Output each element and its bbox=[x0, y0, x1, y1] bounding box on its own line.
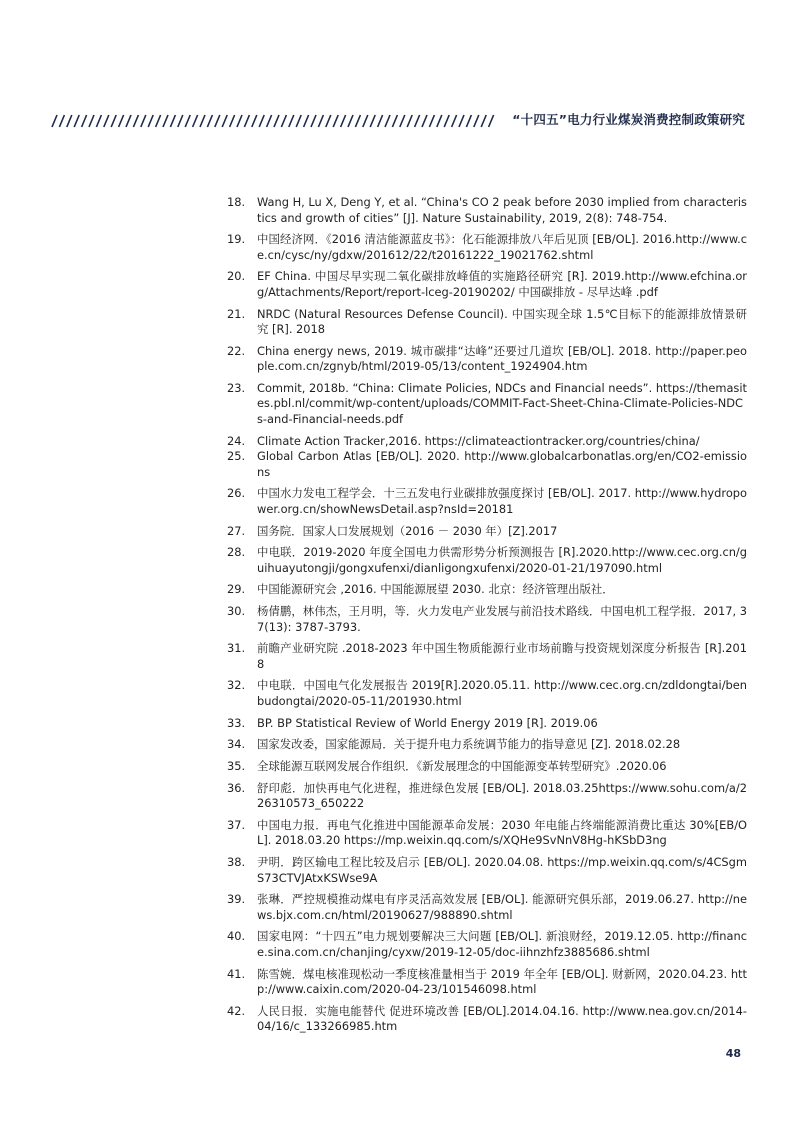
reference-item bbox=[227, 232, 747, 263]
reference-text: 前瞻产业研究院 .2018-2023 年中国生物质能源行业市场前瞻与投资规划深度分析报告 [R].2018 bbox=[257, 641, 747, 671]
reference-text: EF China. 中国尽早实现二氧化碳排放峰值的实施路径研究 [R]. 2019.http://www.efchina.org/Attachments/Report/report-lceg-20190202/ 中国碳排放 - 尽早达峰 .pdf bbox=[257, 269, 747, 299]
reference-item bbox=[227, 545, 747, 576]
header-stripe bbox=[178, 115, 183, 127]
reference-number: 19. bbox=[227, 232, 246, 247]
header-stripe bbox=[474, 115, 479, 127]
header-stripe bbox=[222, 115, 227, 127]
reference-text: BP. BP Statistical Review of World Energy 2019 [R]. 2019.06 bbox=[257, 715, 598, 730]
reference-item bbox=[227, 449, 747, 480]
reference-number: 24. bbox=[227, 433, 246, 448]
header-decorative-stripes bbox=[48, 113, 498, 129]
reference-number: 32. bbox=[227, 678, 246, 693]
running-header-title: “十四五”电力行业煤炭消费控制政策研究 bbox=[512, 112, 745, 127]
reference-item bbox=[227, 344, 747, 375]
reference-text: 中国电力报．再电气化推进中国能源革命发展：2030 年电能占终端能源消费比重达 30%[EB/OL]. 2018.03.20 https://mp.weixin.qq.com/s/XQHe9SvNnV8Hg-hKSbD3ng bbox=[257, 817, 747, 848]
reference-item bbox=[227, 604, 747, 635]
header-stripe bbox=[422, 115, 427, 127]
header-stripe bbox=[163, 115, 168, 127]
header-stripe bbox=[481, 115, 486, 127]
reference-number: 38. bbox=[227, 855, 246, 870]
header-stripe bbox=[244, 115, 249, 127]
header-stripe bbox=[267, 115, 272, 127]
reference-number: 30. bbox=[227, 604, 246, 619]
reference-item bbox=[227, 716, 747, 732]
header-stripe bbox=[52, 115, 57, 127]
reference-number: 21. bbox=[227, 306, 246, 321]
reference-item bbox=[227, 307, 747, 338]
reference-list bbox=[227, 195, 747, 1041]
header-stripe bbox=[156, 115, 161, 127]
header-stripe bbox=[304, 115, 309, 127]
reference-item bbox=[227, 434, 747, 450]
header-stripe bbox=[89, 115, 94, 127]
reference-item bbox=[227, 678, 747, 709]
reference-item bbox=[227, 759, 747, 775]
header-stripe bbox=[489, 115, 494, 127]
reference-number: 40. bbox=[227, 929, 246, 944]
reference-number: 33. bbox=[227, 715, 246, 730]
reference-text: 国家发改委，国家能源局．关于提升电力系统调节能力的指导意见 [Z]. 2018.02.28 bbox=[257, 737, 681, 752]
reference-number: 27. bbox=[227, 523, 246, 538]
reference-number: 23. bbox=[227, 380, 246, 395]
header-stripe bbox=[444, 115, 449, 127]
reference-number: 37. bbox=[227, 817, 246, 832]
reference-item bbox=[227, 269, 747, 300]
reference-text: 全球能源互联网发展合作组织．《新发展理念的中国能源变革转型研究》.2020.06 bbox=[257, 759, 667, 773]
reference-number: 31. bbox=[227, 641, 246, 656]
header-stripe bbox=[170, 115, 175, 127]
reference-item bbox=[227, 381, 747, 428]
header-stripe bbox=[104, 115, 109, 127]
reference-text: 中国经济网．《2016 清洁能源蓝皮书》：化石能源排放八年后见顶 [EB/OL]. 2016.http://www.ce.cn/cysc/ny/gdxw/201612/22/t20161222_19021762.shtml bbox=[257, 232, 747, 262]
reference-item bbox=[227, 641, 747, 672]
header-stripe bbox=[193, 115, 198, 127]
reference-number: 41. bbox=[227, 966, 246, 981]
header-stripe bbox=[82, 115, 87, 127]
reference-number: 26. bbox=[227, 486, 246, 501]
reference-item bbox=[227, 737, 747, 753]
header-stripe bbox=[407, 115, 412, 127]
header-stripe bbox=[392, 115, 397, 127]
reference-text: Wang H, Lu X, Deng Y, et al. “China's CO 2 peak before 2030 implied from characteristics and growth of cities” [J]. Nature Sustainability, 2019, 2(8): 748-754. bbox=[257, 195, 747, 225]
reference-item bbox=[227, 892, 747, 923]
reference-number: 18. bbox=[227, 195, 246, 209]
reference-item bbox=[227, 967, 747, 998]
header-stripe bbox=[237, 115, 242, 127]
reference-item bbox=[227, 929, 747, 960]
header-stripe bbox=[59, 115, 64, 127]
header-stripe bbox=[207, 115, 212, 127]
header-stripe bbox=[289, 115, 294, 127]
page-number: 48 bbox=[725, 1047, 741, 1060]
header-stripe bbox=[466, 115, 471, 127]
reference-text: 国务院．国家人口发展规划（2016 － 2030 年）[Z].2017 bbox=[257, 523, 558, 538]
reference-text: 国家电网：“十四五”电力规划要解决三大问题 [EB/OL]. 新浪财经，2019.12.05. http://finance.sina.com.cn/chanjing/cyxw/2019-12-05/doc-iihnzhfz3885686.shtml bbox=[257, 929, 747, 959]
reference-number: 35. bbox=[227, 759, 246, 773]
reference-text: China energy news, 2019. 城市碳排“达峰”还要过几道坎 [EB/OL]. 2018. http://paper.people.com.cn/zgnyb/html/2019-05/13/content_1924904.htm bbox=[257, 343, 747, 374]
reference-number: 39. bbox=[227, 892, 246, 907]
header-stripe bbox=[274, 115, 279, 127]
header-stripe bbox=[111, 115, 116, 127]
reference-text: 陈雪婉．煤电核准现松动一季度核准量相当于 2019 年全年 [EB/OL]. 财新网，2020.04.23. http://www.caixin.com/2020-04-23/101546098.html bbox=[257, 966, 747, 997]
reference-item bbox=[227, 1004, 747, 1035]
header-stripe bbox=[415, 115, 420, 127]
header-stripe bbox=[281, 115, 286, 127]
reference-number: 34. bbox=[227, 737, 246, 752]
reference-item bbox=[227, 195, 747, 226]
reference-item bbox=[227, 582, 747, 598]
reference-text: Global Carbon Atlas [EB/OL]. 2020. http://www.globalcarbonatlas.org/en/CO2-emissions bbox=[257, 449, 747, 479]
header-stripe bbox=[341, 115, 346, 127]
reference-text: 中电联．2019-2020 年度全国电力供需形势分析预测报告 [R].2020.http://www.cec.org.cn/guihuayutongji/gongxufenxi/dianligongxufenxi/2020-01-21/197090.html bbox=[257, 545, 747, 575]
header-stripe bbox=[385, 115, 390, 127]
header-stripe bbox=[259, 115, 264, 127]
reference-number: 28. bbox=[227, 545, 246, 560]
header-stripe bbox=[355, 115, 360, 127]
header-stripe bbox=[363, 115, 368, 127]
reference-item bbox=[227, 855, 747, 886]
reference-text: Climate Action Tracker,2016. https://climateactiontracker.org/countries/china/ bbox=[257, 433, 700, 448]
header-stripe bbox=[318, 115, 323, 127]
header-stripe bbox=[141, 115, 146, 127]
header-stripe bbox=[215, 115, 220, 127]
reference-item bbox=[227, 486, 747, 517]
header-stripe bbox=[459, 115, 464, 127]
reference-number: 29. bbox=[227, 582, 246, 597]
reference-text: NRDC (Natural Resources Defense Council). 中国实现全球 1.5℃目标下的能源排放情景研究 [R]. 2018 bbox=[257, 306, 747, 337]
header-stripe bbox=[437, 115, 442, 127]
header-stripe bbox=[133, 115, 138, 127]
reference-number: 42. bbox=[227, 1003, 246, 1018]
header-stripe bbox=[296, 115, 301, 127]
header-stripe bbox=[67, 115, 72, 127]
header-stripe bbox=[119, 115, 124, 127]
reference-text: 舒印彪．加快再电气化进程，推进绿色发展 [EB/OL]. 2018.03.25https://www.sohu.com/a/226310573_650222 bbox=[257, 780, 747, 811]
header-stripe bbox=[370, 115, 375, 127]
reference-item bbox=[227, 781, 747, 812]
reference-text: 尹明．跨区输电工程比较及启示 [EB/OL]. 2020.04.08. https://mp.weixin.qq.com/s/4CSgmS73CTVJAtxKSWse9A bbox=[257, 855, 747, 885]
header-stripe bbox=[348, 115, 353, 127]
reference-text: 中电联．中国电气化发展报告 2019[R].2020.05.11. http://www.cec.org.cn/zdldongtai/benbudongtai/2020-05-11/201930.html bbox=[257, 678, 747, 708]
reference-text: 人民日报．实施电能替代 促进环境改善 [EB/OL].2014.04.16. http://www.nea.gov.cn/2014-04/16/c_133266985.htm bbox=[257, 1003, 747, 1034]
header-stripe bbox=[200, 115, 205, 127]
reference-text: 杨倩鹏，林伟杰，王月明，等．火力发电产业发展与前沿技术路线．中国电机工程学报．2017, 37(13): 3787-3793. bbox=[257, 604, 747, 634]
reference-number: 22. bbox=[227, 343, 246, 358]
header-stripe bbox=[333, 115, 338, 127]
reference-text: 中国能源研究会 ,2016. 中国能源展望 2030. 北京：经济管理出版社． bbox=[257, 582, 614, 597]
reference-item bbox=[227, 818, 747, 849]
header-stripe bbox=[74, 115, 79, 127]
header-stripe bbox=[378, 115, 383, 127]
header-stripe bbox=[252, 115, 257, 127]
reference-item bbox=[227, 524, 747, 540]
header-stripe bbox=[452, 115, 457, 127]
header-stripe bbox=[185, 115, 190, 127]
reference-text: Commit, 2018b. “China: Climate Policies, NDCs and Financial needs”. https://themasites.pbl.nl/commit/wp-content/uploads/COMMIT-Fact-Sheet-China-Climate-Policies-NDCs-and-Financial-needs.pdf bbox=[257, 380, 747, 426]
reference-number: 25. bbox=[227, 449, 246, 464]
reference-number: 36. bbox=[227, 780, 246, 795]
header-stripe bbox=[429, 115, 434, 127]
reference-number: 20. bbox=[227, 269, 246, 284]
header-stripe bbox=[96, 115, 101, 127]
header-stripe bbox=[400, 115, 405, 127]
reference-text: 中国水力发电工程学会．十三五发电行业碳排放强度探讨 [EB/OL]. 2017. http://www.hydropower.org.cn/showNewsDetail.asp?nsId=20181 bbox=[257, 486, 747, 516]
header-stripe bbox=[230, 115, 235, 127]
header-stripe bbox=[326, 115, 331, 127]
header-stripe bbox=[311, 115, 316, 127]
header-stripe bbox=[148, 115, 153, 127]
header-stripe bbox=[126, 115, 131, 127]
reference-text: 张琳．严控规模推动煤电有序灵活高效发展 [EB/OL]. 能源研究俱乐部，2019.06.27. http://news.bjx.com.cn/html/20190627/988890.shtml bbox=[257, 892, 747, 922]
